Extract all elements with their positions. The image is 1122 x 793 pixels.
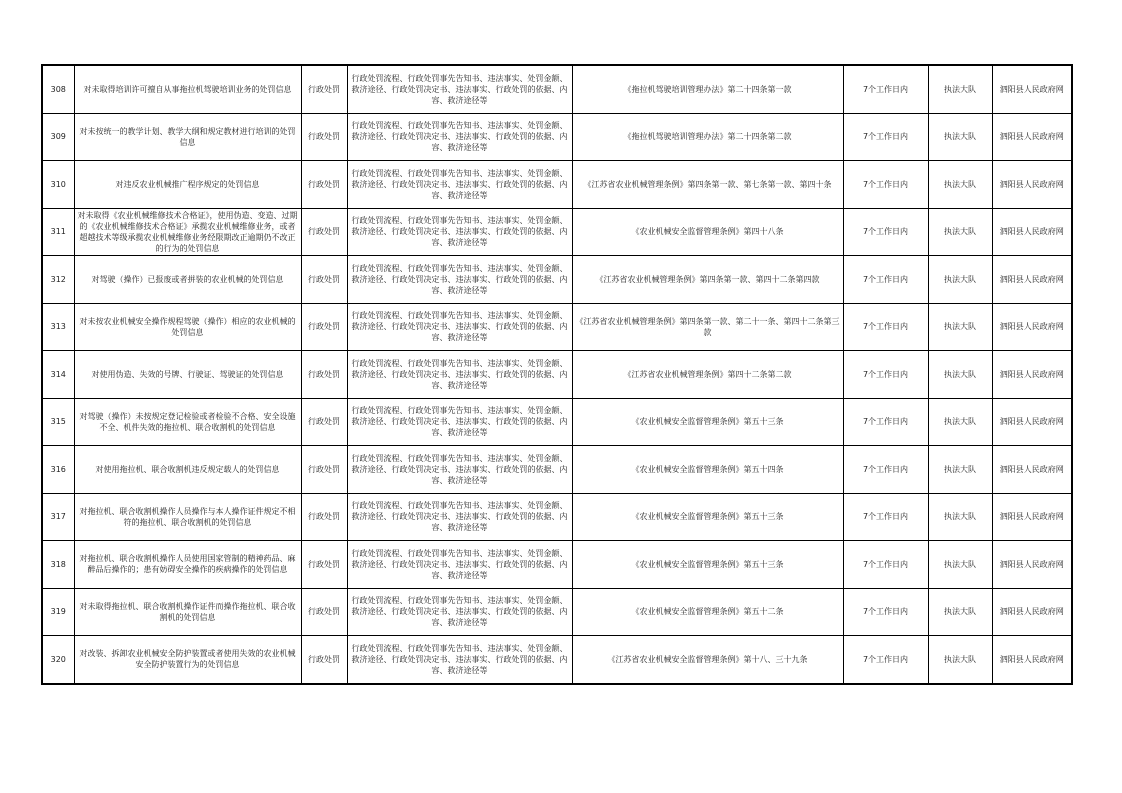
time-limit-cell: 7个工作日内 (843, 351, 928, 399)
row-number-cell: 318 (42, 541, 74, 589)
category-cell: 行政处罚 (301, 256, 347, 304)
item-name-cell: 对违反农业机械推广程序规定的处罚信息 (74, 161, 301, 209)
department-cell: 执法大队 (928, 351, 992, 399)
table-row (42, 493, 1072, 541)
time-limit-cell: 7个工作日内 (843, 398, 928, 446)
item-name-cell: 对未取得拖拉机、联合收割机操作证件而操作拖拉机、联合收割机的处罚信息 (74, 588, 301, 636)
disclosure-content-cell: 行政处罚流程、行政处罚事先告知书、违法事实、处罚金额、救济途径、行政处罚决定书、违法事实、行政处罚的依据、内容、救济途径等 (347, 588, 572, 636)
legal-basis-cell: 《拖拉机驾驶培训管理办法》第二十四条第二款 (572, 113, 843, 161)
row-number-cell: 320 (42, 636, 74, 684)
department-cell: 执法大队 (928, 303, 992, 351)
category-cell: 行政处罚 (301, 351, 347, 399)
legal-basis-cell: 《农业机械安全监督管理条例》第五十二条 (572, 588, 843, 636)
row-number-cell: 314 (42, 351, 74, 399)
time-limit-cell: 7个工作日内 (843, 588, 928, 636)
disclosure-content-cell: 行政处罚流程、行政处罚事先告知书、违法事实、处罚金额、救济途径、行政处罚决定书、违法事实、行政处罚的依据、内容、救济途径等 (347, 161, 572, 209)
legal-basis-cell: 《江苏省农业机械管理条例》第四条第一款、第二十一条、第四十二条第三款 (572, 303, 843, 351)
item-name-cell: 对未按统一的教学计划、教学大纲和规定教材进行培训的处罚信息 (74, 113, 301, 161)
row-number-cell: 308 (42, 65, 74, 113)
department-cell: 执法大队 (928, 636, 992, 684)
disclosure-content-cell: 行政处罚流程、行政处罚事先告知书、违法事实、处罚金额、救济途径、行政处罚决定书、违法事实、行政处罚的依据、内容、救济途径等 (347, 113, 572, 161)
channel-cell: 泗阳县人民政府网 (992, 636, 1072, 684)
category-cell: 行政处罚 (301, 208, 347, 256)
item-name-cell: 对使用伪造、失效的号牌、行驶证、驾驶证的处罚信息 (74, 351, 301, 399)
disclosure-content-cell: 行政处罚流程、行政处罚事先告知书、违法事实、处罚金额、救济途径、行政处罚决定书、违法事实、行政处罚的依据、内容、救济途径等 (347, 65, 572, 113)
category-cell: 行政处罚 (301, 65, 347, 113)
category-cell: 行政处罚 (301, 588, 347, 636)
disclosure-content-cell: 行政处罚流程、行政处罚事先告知书、违法事实、处罚金额、救济途径、行政处罚决定书、违法事实、行政处罚的依据、内容、救济途径等 (347, 493, 572, 541)
department-cell: 执法大队 (928, 398, 992, 446)
channel-cell: 泗阳县人民政府网 (992, 541, 1072, 589)
item-name-cell: 对未取得《农业机械维修技术合格证》，使用伪造、变造、过期的《农业机械维修技术合格证》承揽农业机械维修业务，或者超越技术等级承揽农业机械维修业务经限期改正逾期仍不改正的行为的处罚信息 (74, 208, 301, 256)
item-name-cell: 对拖拉机、联合收割机操作人员操作与本人操作证件规定不相符的拖拉机、联合收割机的处罚信息 (74, 493, 301, 541)
channel-cell: 泗阳县人民政府网 (992, 113, 1072, 161)
time-limit-cell: 7个工作日内 (843, 541, 928, 589)
item-name-cell: 对使用拖拉机、联合收割机违反规定载人的处罚信息 (74, 446, 301, 494)
category-cell: 行政处罚 (301, 636, 347, 684)
row-number-cell: 312 (42, 256, 74, 304)
channel-cell: 泗阳县人民政府网 (992, 351, 1072, 399)
legal-basis-cell: 《农业机械安全监督管理条例》第四十八条 (572, 208, 843, 256)
channel-cell: 泗阳县人民政府网 (992, 161, 1072, 209)
legal-basis-cell: 《江苏省农业机械管理条例》第四十二条第二款 (572, 351, 843, 399)
legal-basis-cell: 《拖拉机驾驶培训管理办法》第二十四条第一款 (572, 65, 843, 113)
channel-cell: 泗阳县人民政府网 (992, 208, 1072, 256)
disclosure-content-cell: 行政处罚流程、行政处罚事先告知书、违法事实、处罚金额、救济途径、行政处罚决定书、违法事实、行政处罚的依据、内容、救济途径等 (347, 351, 572, 399)
time-limit-cell: 7个工作日内 (843, 493, 928, 541)
time-limit-cell: 7个工作日内 (843, 161, 928, 209)
item-name-cell: 对未取得培训许可擅自从事拖拉机驾驶培训业务的处罚信息 (74, 65, 301, 113)
table-row (42, 161, 1072, 209)
channel-cell: 泗阳县人民政府网 (992, 256, 1072, 304)
table-row (42, 541, 1072, 589)
channel-cell: 泗阳县人民政府网 (992, 303, 1072, 351)
legal-basis-cell: 《农业机械安全监督管理条例》第五十三条 (572, 541, 843, 589)
row-number-cell: 310 (42, 161, 74, 209)
row-number-cell: 315 (42, 398, 74, 446)
category-cell: 行政处罚 (301, 446, 347, 494)
disclosure-content-cell: 行政处罚流程、行政处罚事先告知书、违法事实、处罚金额、救济途径、行政处罚决定书、违法事实、行政处罚的依据、内容、救济途径等 (347, 256, 572, 304)
time-limit-cell: 7个工作日内 (843, 303, 928, 351)
legal-basis-cell: 《江苏省农业机械管理条例》第四条第一款、第七条第一款、第四十条 (572, 161, 843, 209)
table-row (42, 446, 1072, 494)
channel-cell: 泗阳县人民政府网 (992, 588, 1072, 636)
time-limit-cell: 7个工作日内 (843, 636, 928, 684)
channel-cell: 泗阳县人民政府网 (992, 65, 1072, 113)
time-limit-cell: 7个工作日内 (843, 113, 928, 161)
time-limit-cell: 7个工作日内 (843, 208, 928, 256)
category-cell: 行政处罚 (301, 161, 347, 209)
channel-cell: 泗阳县人民政府网 (992, 398, 1072, 446)
table-row (42, 113, 1072, 161)
table-row (42, 65, 1072, 113)
category-cell: 行政处罚 (301, 113, 347, 161)
legal-basis-cell: 《江苏省农业机械管理条例》第四条第一款、第四十二条第四款 (572, 256, 843, 304)
item-name-cell: 对驾驶（操作）未按规定登记检验或者检验不合格、安全设施不全、机件失效的拖拉机、联合收割机的处罚信息 (74, 398, 301, 446)
disclosure-content-cell: 行政处罚流程、行政处罚事先告知书、违法事实、处罚金额、救济途径、行政处罚决定书、违法事实、行政处罚的依据、内容、救济途径等 (347, 303, 572, 351)
time-limit-cell: 7个工作日内 (843, 446, 928, 494)
category-cell: 行政处罚 (301, 541, 347, 589)
disclosure-content-cell: 行政处罚流程、行政处罚事先告知书、违法事实、处罚金额、救济途径、行政处罚决定书、违法事实、行政处罚的依据、内容、救济途径等 (347, 208, 572, 256)
disclosure-table (41, 64, 1073, 685)
table-row (42, 398, 1072, 446)
row-number-cell: 309 (42, 113, 74, 161)
department-cell: 执法大队 (928, 161, 992, 209)
category-cell: 行政处罚 (301, 398, 347, 446)
department-cell: 执法大队 (928, 446, 992, 494)
row-number-cell: 316 (42, 446, 74, 494)
disclosure-content-cell: 行政处罚流程、行政处罚事先告知书、违法事实、处罚金额、救济途径、行政处罚决定书、违法事实、行政处罚的依据、内容、救济途径等 (347, 636, 572, 684)
department-cell: 执法大队 (928, 588, 992, 636)
channel-cell: 泗阳县人民政府网 (992, 493, 1072, 541)
legal-basis-cell: 《农业机械安全监督管理条例》第五十三条 (572, 493, 843, 541)
item-name-cell: 对驾驶（操作）已报废或者拼装的农业机械的处罚信息 (74, 256, 301, 304)
item-name-cell: 对未按农业机械安全操作规程驾驶（操作）相应的农业机械的处罚信息 (74, 303, 301, 351)
category-cell: 行政处罚 (301, 303, 347, 351)
row-number-cell: 311 (42, 208, 74, 256)
item-name-cell: 对改装、拆卸农业机械安全防护装置或者使用失效的农业机械安全防护装置行为的处罚信息 (74, 636, 301, 684)
department-cell: 执法大队 (928, 65, 992, 113)
disclosure-content-cell: 行政处罚流程、行政处罚事先告知书、违法事实、处罚金额、救济途径、行政处罚决定书、违法事实、行政处罚的依据、内容、救济途径等 (347, 541, 572, 589)
legal-basis-cell: 《江苏省农业机械安全监督管理条例》第十八、三十九条 (572, 636, 843, 684)
table-row (42, 351, 1072, 399)
table-row (42, 588, 1072, 636)
department-cell: 执法大队 (928, 208, 992, 256)
channel-cell: 泗阳县人民政府网 (992, 446, 1072, 494)
table-row (42, 208, 1072, 256)
department-cell: 执法大队 (928, 256, 992, 304)
row-number-cell: 319 (42, 588, 74, 636)
department-cell: 执法大队 (928, 493, 992, 541)
time-limit-cell: 7个工作日内 (843, 256, 928, 304)
department-cell: 执法大队 (928, 113, 992, 161)
legal-basis-cell: 《农业机械安全监督管理条例》第五十三条 (572, 398, 843, 446)
table-row (42, 303, 1072, 351)
row-number-cell: 317 (42, 493, 74, 541)
department-cell: 执法大队 (928, 541, 992, 589)
disclosure-content-cell: 行政处罚流程、行政处罚事先告知书、违法事实、处罚金额、救济途径、行政处罚决定书、违法事实、行政处罚的依据、内容、救济途径等 (347, 398, 572, 446)
row-number-cell: 313 (42, 303, 74, 351)
disclosure-content-cell: 行政处罚流程、行政处罚事先告知书、违法事实、处罚金额、救济途径、行政处罚决定书、违法事实、行政处罚的依据、内容、救济途径等 (347, 446, 572, 494)
time-limit-cell: 7个工作日内 (843, 65, 928, 113)
document-page (41, 64, 1071, 685)
table-body (42, 65, 1072, 684)
legal-basis-cell: 《农业机械安全监督管理条例》第五十四条 (572, 446, 843, 494)
table-row (42, 636, 1072, 684)
item-name-cell: 对拖拉机、联合收割机操作人员使用国家管制的精神药品、麻醉品后操作的；患有妨碍安全操作的疾病操作的处罚信息 (74, 541, 301, 589)
table-row (42, 256, 1072, 304)
category-cell: 行政处罚 (301, 493, 347, 541)
